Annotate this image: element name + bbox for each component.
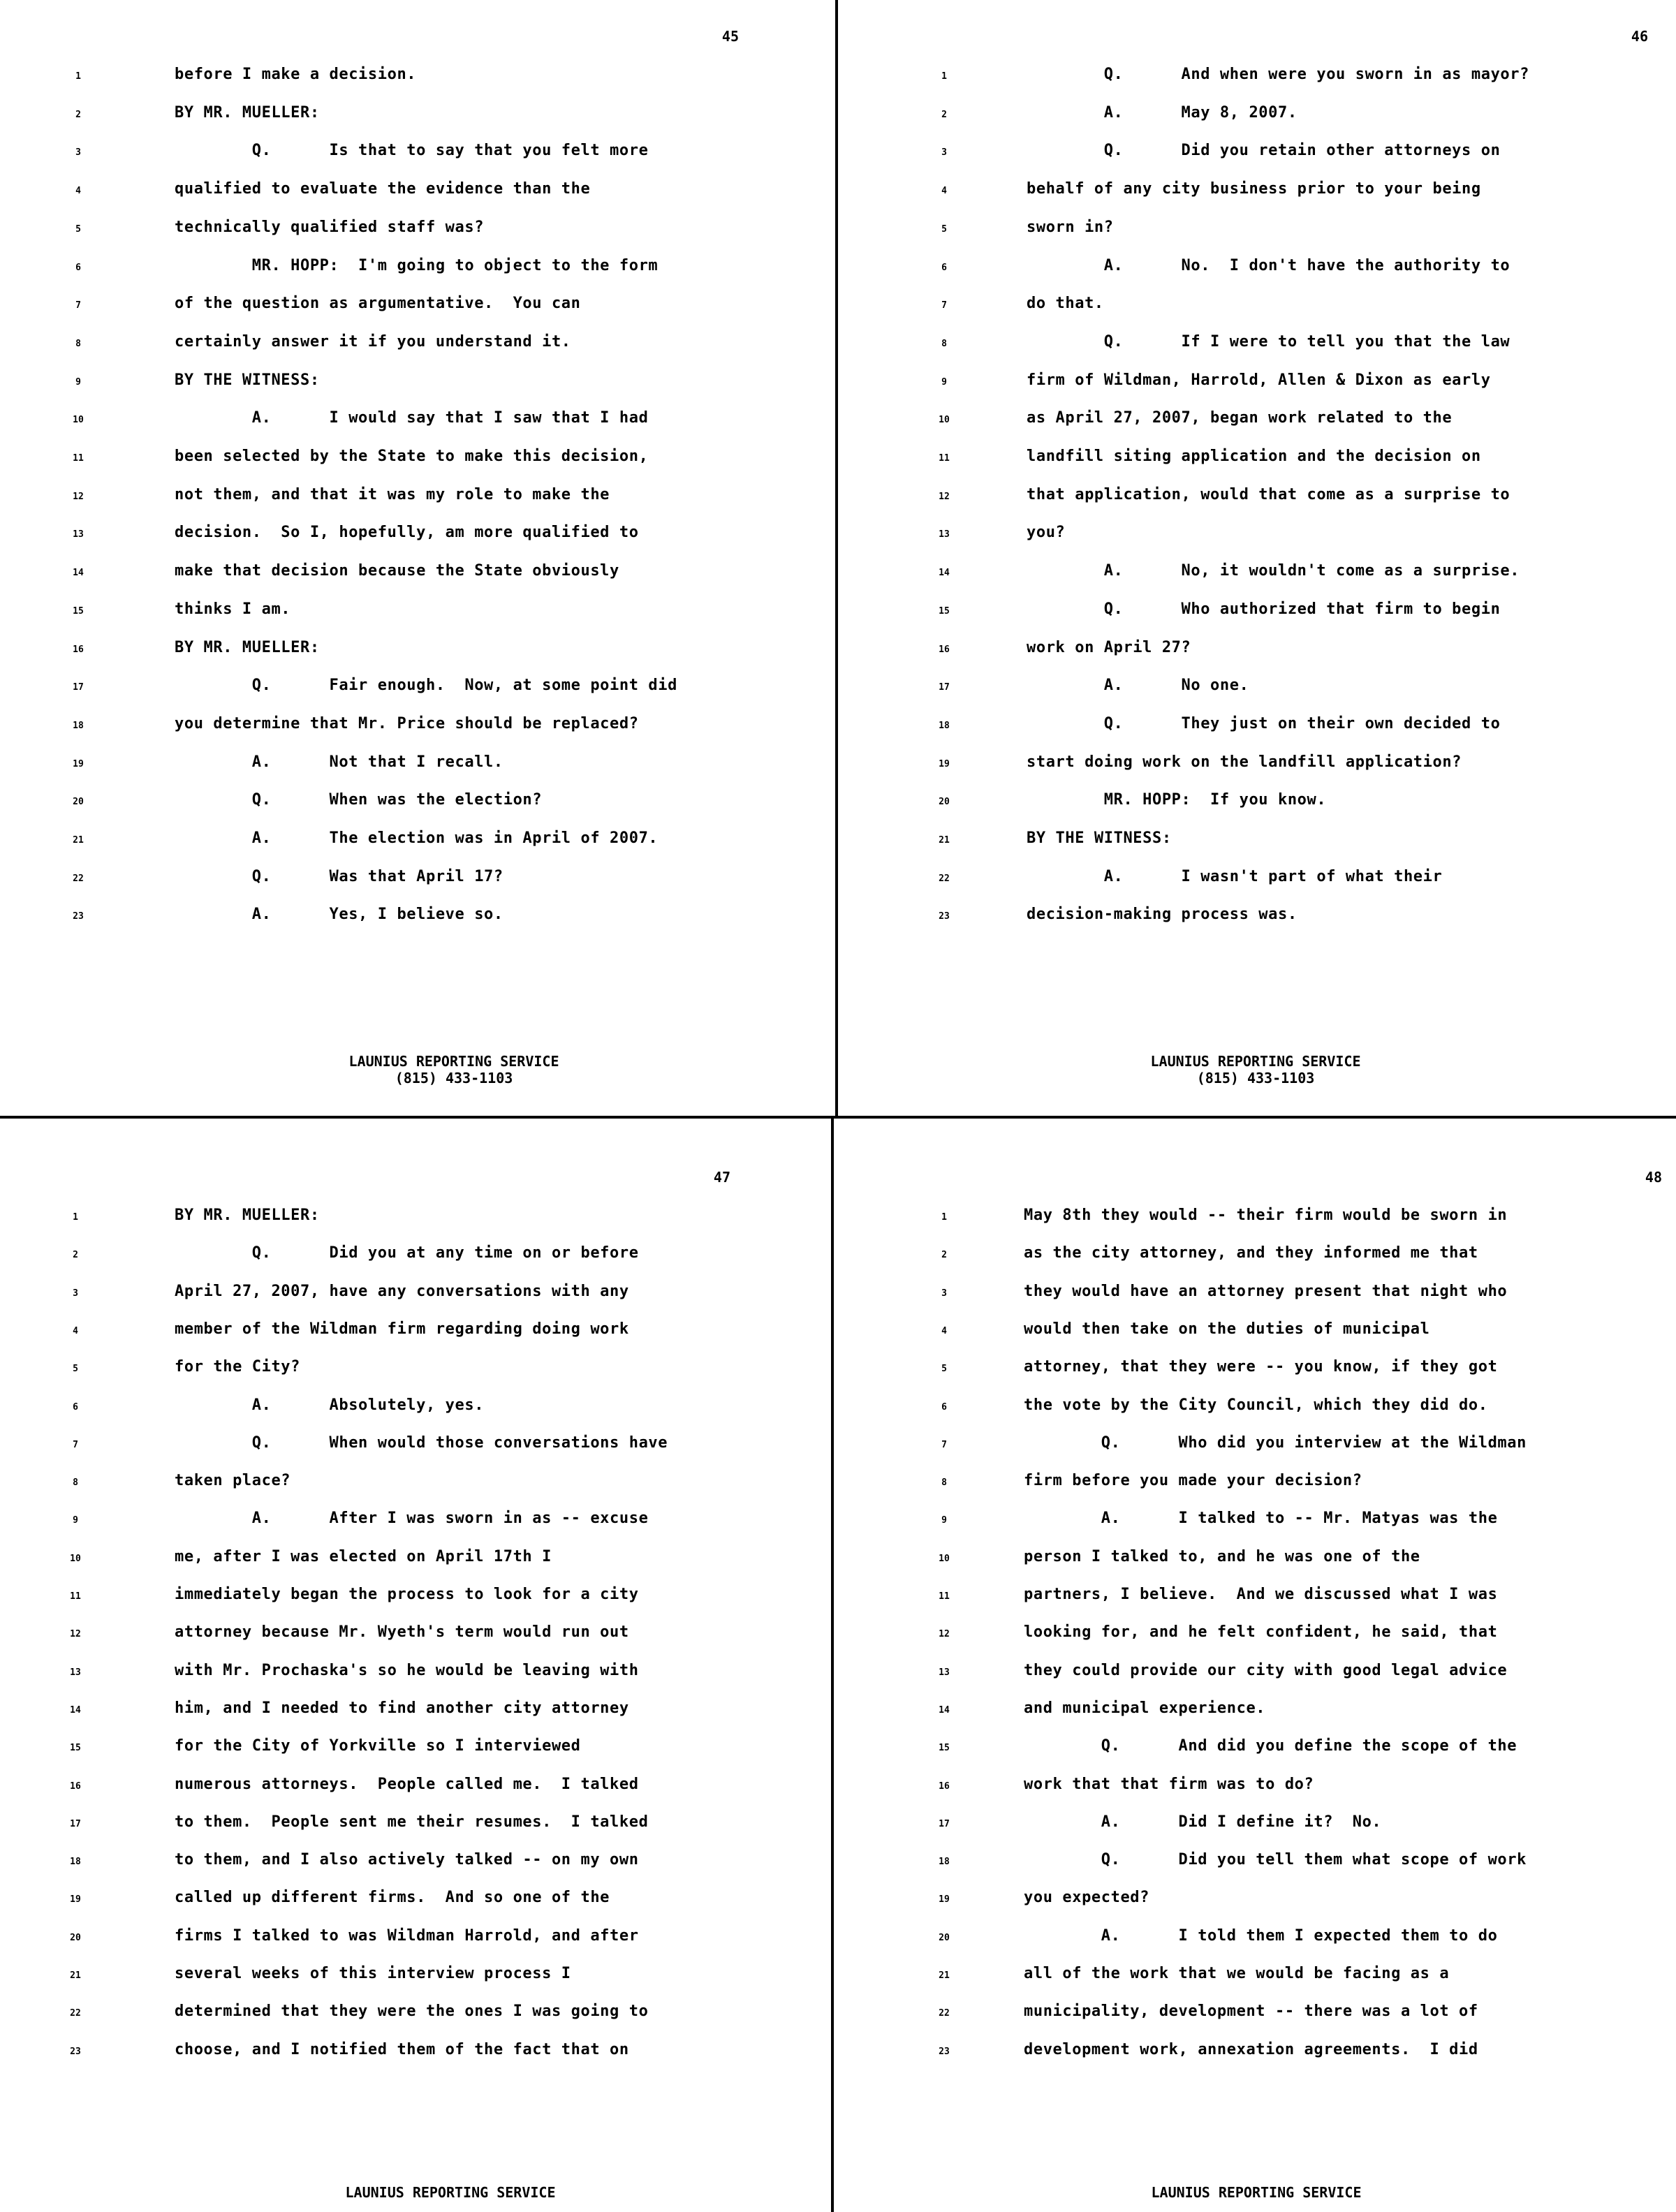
line-number: 9 [941,377,947,388]
line-text: technically qualified staff was? [175,219,485,236]
line-number: 20 [73,797,84,807]
transcript-line [0,257,835,285]
line-text: Q. Did you tell them what scope of work [1024,1851,1527,1868]
line-number: 14 [939,1705,950,1716]
line-number: 8 [75,339,81,349]
page-number: 45 [721,28,739,45]
transcript-line [0,486,835,514]
line-number: 8 [941,339,947,349]
line-text: choose, and I notified them of the fact that on [175,2041,629,2058]
line-text: A. Yes, I believe so. [175,906,503,923]
line-text: and municipal experience. [1024,1699,1266,1717]
line-text: as April 27, 2007, began work related to the [1027,409,1453,427]
line-number: 8 [73,1477,78,1488]
line-number: 12 [70,1629,81,1639]
line-text: you expected? [1024,1889,1149,1906]
line-text: to them, and I also actively talked -- on my own [175,1851,639,1868]
line-text: before I make a decision. [175,66,417,83]
line-text: do that. [1027,295,1104,312]
line-text: work on April 27? [1027,639,1191,656]
line-text: they could provide our city with good legal advice [1024,1662,1508,1679]
transcript-line [838,715,1673,743]
line-text: Q. And when were you sworn in as mayor? [1027,66,1529,83]
line-text: determined that they were the ones I was going to [175,2003,649,2020]
transcript-line [0,639,835,667]
transcript-line [838,333,1673,361]
line-number: 13 [70,1667,81,1678]
line-number: 9 [75,377,81,388]
line-text: called up different firms. And so one of the [175,1889,610,1906]
line-number: 15 [939,606,950,617]
line-number: 1 [941,1212,947,1223]
line-number: 4 [941,1326,947,1336]
transcript-line [834,1320,1669,1348]
line-text: Q. Fair enough. Now, at some point did [175,677,677,694]
transcript-line [0,753,835,781]
transcript-line [0,295,835,323]
line-text: decision-making process was. [1027,906,1298,923]
line-text: for the City? [175,1358,300,1376]
transcript-line [834,1283,1669,1311]
line-text: A. The election was in April of 2007. [175,830,659,847]
line-text: Q. Did you at any time on or before [175,1244,639,1262]
line-number: 10 [73,415,84,425]
line-number: 2 [941,110,947,120]
line-text: May 8th they would -- their firm would be sworn in [1024,1207,1508,1224]
transcript-line [838,219,1673,246]
line-text: A. Did I define it? No. [1024,1813,1382,1831]
line-text: A. I told them I expected them to do [1024,1927,1498,1945]
line-number: 11 [939,1591,950,1602]
page-number: 46 [1631,28,1648,45]
line-text: A. No. I don't have the authority to [1027,257,1510,274]
transcript-line [834,1813,1669,1841]
transcript-line [838,830,1673,857]
line-text: certainly answer it if you understand it. [175,333,571,351]
line-number: 6 [73,1402,78,1413]
transcript-line [0,1396,835,1424]
line-text: as the city attorney, and they informed me that [1024,1244,1478,1262]
transcript-line [0,1358,835,1386]
transcript-line [0,677,835,705]
line-text: taken place? [175,1472,291,1489]
transcript-line [0,524,835,552]
transcript-line [0,1699,835,1727]
transcript-line [0,868,835,896]
transcript-line [0,600,835,628]
transcript-page-46 [838,0,1673,1114]
transcript-line [834,1699,1669,1727]
line-number: 14 [939,568,950,578]
line-text: BY MR. MUELLER: [175,639,320,656]
line-number: 7 [941,300,947,311]
line-number: 21 [73,835,84,846]
line-number: 4 [73,1326,78,1336]
line-text: firm of Wildman, Harrold, Allen & Dixon as early [1027,371,1491,389]
line-text: you determine that Mr. Price should be replaced? [175,715,639,732]
line-number: 15 [939,1743,950,1753]
transcript-page-48 [834,1120,1669,2212]
line-number: 22 [939,2008,950,2019]
line-text: for the City of Yorkville so I interviewed [175,1737,581,1755]
line-number: 13 [73,529,84,540]
transcript-line [834,1623,1669,1651]
line-number: 17 [939,682,950,693]
transcript-line [838,448,1673,475]
transcript-line [0,142,835,170]
line-text: Q. When would those conversations have [175,1434,668,1452]
line-text: Q. And did you define the scope of the [1024,1737,1517,1755]
transcript-line [834,1662,1669,1690]
line-text: A. No, it wouldn't come as a surprise. [1027,562,1520,580]
transcript-line [0,1623,835,1651]
transcript-line [834,1434,1669,1462]
line-number: 16 [939,644,950,655]
line-text: looking for, and he felt confident, he said, that [1024,1623,1498,1641]
transcript-line [0,1548,835,1576]
line-text: A. Not that I recall. [175,753,503,771]
line-text: the vote by the City Council, which they did do. [1024,1396,1488,1414]
transcript-line [834,2041,1669,2069]
line-text: qualified to evaluate the evidence than the [175,180,591,198]
transcript-line [0,830,835,857]
line-number: 10 [939,1554,950,1564]
transcript-line [834,1244,1669,1272]
footer-reporter-name: LAUNIUS REPORTING SERVICE [1150,1053,1361,1070]
line-number: 5 [73,1364,78,1374]
line-number: 5 [941,1364,947,1374]
transcript-line [838,639,1673,667]
line-text: thinks I am. [175,600,291,618]
line-text: with Mr. Prochaska's so he would be leaving with [175,1662,639,1679]
transcript-line [0,1434,835,1462]
line-number: 7 [941,1440,947,1450]
line-text: him, and I needed to find another city attorney [175,1699,629,1717]
line-number: 19 [939,1894,950,1905]
transcript-line [838,791,1673,819]
line-text: MR. HOPP: I'm going to object to the form [175,257,659,274]
transcript-line [838,600,1673,628]
line-number: 2 [75,110,81,120]
transcript-line [838,295,1673,323]
line-number: 7 [75,300,81,311]
line-number: 16 [73,644,84,655]
line-number: 1 [73,1212,78,1223]
footer-reporter-name: LAUNIUS REPORTING SERVICE [1151,2184,1362,2201]
page-number: 47 [713,1169,730,1186]
transcript-line [834,1207,1669,1234]
line-text: Q. Who did you interview at the Wildman [1024,1434,1527,1452]
transcript-line [0,1320,835,1348]
line-text: landfill siting application and the decision on [1027,448,1481,465]
line-number: 21 [939,1970,950,1981]
line-number: 18 [939,1857,950,1867]
transcript-line [834,1889,1669,1917]
transcript-line [834,1510,1669,1538]
line-number: 10 [939,415,950,425]
transcript-line [838,66,1673,94]
line-text: numerous attorneys. People called me. I talked [175,1776,639,1793]
line-number: 1 [941,71,947,82]
line-number: 2 [941,1250,947,1260]
line-number: 22 [939,873,950,884]
line-text: BY MR. MUELLER: [175,104,320,121]
line-text: BY THE WITNESS: [1027,830,1172,847]
page-footer [0,2184,901,2201]
line-number: 23 [73,911,84,922]
line-number: 8 [941,1477,947,1488]
line-number: 23 [939,911,950,922]
line-number: 17 [939,1819,950,1829]
line-text: attorney because Mr. Wyeth's term would run out [175,1623,629,1641]
line-text: A. After I was sworn in as -- excuse [175,1510,649,1527]
line-number: 12 [939,1629,950,1639]
line-text: person I talked to, and he was one of the [1024,1548,1420,1565]
line-number: 23 [70,2047,81,2057]
line-text: of the question as argumentative. You can [175,295,581,312]
transcript-line [0,715,835,743]
line-text: that application, would that come as a surprise to [1027,486,1510,503]
line-number: 21 [939,835,950,846]
transcript-line [0,409,835,437]
transcript-line [838,104,1673,132]
line-number: 6 [941,263,947,273]
line-text: MR. HOPP: If you know. [1027,791,1327,809]
line-text: decision. So I, hopefully, am more qualified to [175,524,639,541]
transcript-line [838,753,1673,781]
transcript-line [0,1965,835,1993]
line-text: several weeks of this interview process I [175,1965,571,1982]
line-number: 1 [75,71,81,82]
line-text: attorney, that they were -- you know, if they got [1024,1358,1498,1376]
page-footer [838,1053,1673,1086]
line-number: 22 [70,2008,81,2019]
line-text: municipality, development -- there was a lot of [1024,2003,1478,2020]
line-number: 2 [73,1250,78,1260]
transcript-line [0,1927,835,1955]
footer-reporter-name: LAUNIUS REPORTING SERVICE [345,2184,556,2201]
line-number: 19 [70,1894,81,1905]
footer-phone: (815) 433-1103 [1196,1070,1315,1086]
line-number: 15 [70,1743,81,1753]
line-number: 4 [941,186,947,196]
line-text: A. I talked to -- Mr. Matyas was the [1024,1510,1498,1527]
line-number: 21 [70,1970,81,1981]
line-number: 17 [70,1819,81,1829]
transcript-line [838,677,1673,705]
line-text: partners, I believe. And we discussed what I was [1024,1586,1498,1603]
line-text: work that that firm was to do? [1024,1776,1314,1793]
line-text: Q. Was that April 17? [175,868,503,885]
transcript-line [838,371,1673,399]
line-number: 18 [939,721,950,731]
line-text: member of the Wildman firm regarding doing work [175,1320,629,1338]
line-text: BY MR. MUELLER: [175,1207,320,1224]
line-number: 16 [70,1781,81,1792]
line-number: 9 [941,1515,947,1526]
line-text: A. I would say that I saw that I had [175,409,649,427]
line-number: 13 [939,1667,950,1678]
line-number: 11 [73,453,84,464]
line-text: April 27, 2007, have any conversations with any [175,1283,629,1300]
transcript-line [838,257,1673,285]
line-text: A. Absolutely, yes. [175,1396,485,1414]
line-number: 5 [941,224,947,235]
line-number: 3 [73,1288,78,1299]
transcript-line [0,1776,835,1804]
line-text: A. May 8, 2007. [1027,104,1298,121]
transcript-line [0,1813,835,1841]
transcript-line [834,1851,1669,1879]
transcript-line [838,562,1673,590]
line-number: 3 [941,147,947,158]
line-text: start doing work on the landfill application? [1027,753,1462,771]
transcript-line [0,448,835,475]
transcript-line [0,1662,835,1690]
line-number: 14 [73,568,84,578]
line-number: 19 [73,759,84,769]
transcript-line [834,1396,1669,1424]
line-text: Q. Did you retain other attorneys on [1027,142,1501,159]
line-number: 20 [939,1933,950,1943]
line-text: Q. When was the election? [175,791,543,809]
line-text: been selected by the State to make this decision, [175,448,649,465]
line-number: 4 [75,186,81,196]
line-text: sworn in? [1027,219,1114,236]
line-number: 3 [75,147,81,158]
line-number: 11 [939,453,950,464]
line-text: Q. They just on their own decided to [1027,715,1501,732]
line-number: 18 [73,721,84,731]
line-text: not them, and that it was my role to make the [175,486,610,503]
transcript-line [0,1244,835,1272]
transcript-line [834,1965,1669,1993]
footer-reporter-name: LAUNIUS REPORTING SERVICE [348,1053,559,1070]
line-number: 7 [73,1440,78,1450]
transcript-line [834,2003,1669,2030]
line-text: behalf of any city business prior to your being [1027,180,1481,198]
transcript-line [0,1207,835,1234]
line-text: development work, annexation agreements. I did [1024,2041,1478,2058]
transcript-line [0,2041,835,2069]
transcript-line [834,1927,1669,1955]
line-number: 9 [73,1515,78,1526]
transcript-line [0,1889,835,1917]
line-text: all of the work that we would be facing as a [1024,1965,1450,1982]
transcript-line [834,1586,1669,1614]
line-text: to them. People sent me their resumes. I talked [175,1813,649,1831]
transcript-line [0,906,835,934]
line-text: Q. Is that to say that you felt more [175,142,649,159]
line-number: 16 [939,1781,950,1792]
transcript-line [0,371,835,399]
transcript-line [838,524,1673,552]
transcript-line [834,1737,1669,1765]
transcript-line [0,1737,835,1765]
line-number: 5 [75,224,81,235]
line-number: 15 [73,606,84,617]
line-number: 22 [73,873,84,884]
horizontal-divider [0,1116,1676,1119]
line-text: A. I wasn't part of what their [1027,868,1443,885]
transcript-line [834,1548,1669,1576]
line-text: Q. If I were to tell you that the law [1027,333,1510,351]
transcript-line [838,180,1673,208]
footer-phone: (815) 433-1103 [395,1070,513,1086]
line-number: 17 [73,682,84,693]
transcript-line [838,409,1673,437]
transcript-line [0,1283,835,1311]
transcript-line [0,219,835,246]
line-number: 23 [939,2047,950,2057]
page-footer [834,2184,1676,2201]
line-text: BY THE WITNESS: [175,371,320,389]
transcript-page-45 [0,0,835,1114]
line-number: 12 [73,492,84,502]
line-number: 6 [941,1402,947,1413]
transcript-line [838,486,1673,514]
line-text: would then take on the duties of municipal [1024,1320,1430,1338]
transcript-line [834,1358,1669,1386]
line-text: me, after I was elected on April 17th I [175,1548,552,1565]
transcript-line [0,1472,835,1500]
transcript-line [834,1472,1669,1500]
line-number: 11 [70,1591,81,1602]
line-number: 3 [941,1288,947,1299]
transcript-page-47 [0,1120,835,2212]
line-text: immediately began the process to look for a city [175,1586,639,1603]
transcript-line [834,1776,1669,1804]
line-number: 13 [939,529,950,540]
transcript-line [0,1510,835,1538]
line-number: 14 [70,1705,81,1716]
line-number: 18 [70,1857,81,1867]
line-text: you? [1027,524,1066,541]
transcript-line [0,180,835,208]
line-text: they would have an attorney present that night who [1024,1283,1508,1300]
line-text: firm before you made your decision? [1024,1472,1362,1489]
line-number: 20 [70,1933,81,1943]
transcript-line [0,333,835,361]
page-number: 48 [1645,1169,1662,1186]
line-number: 19 [939,759,950,769]
transcript-line [0,66,835,94]
transcript-line [0,104,835,132]
line-text: firms I talked to was Wildman Harrold, and after [175,1927,639,1945]
transcript-line [0,562,835,590]
line-number: 20 [939,797,950,807]
transcript-line [0,1586,835,1614]
line-text: make that decision because the State obviously [175,562,619,580]
transcript-line [838,142,1673,170]
line-text: A. No one. [1027,677,1249,694]
transcript-line [838,906,1673,934]
page-footer [0,1053,908,1086]
line-number: 10 [70,1554,81,1564]
transcript-line [0,1851,835,1879]
transcript-line [838,868,1673,896]
line-text: Q. Who authorized that firm to begin [1027,600,1501,618]
line-number: 6 [75,263,81,273]
line-number: 12 [939,492,950,502]
transcript-line [0,791,835,819]
transcript-line [0,2003,835,2030]
